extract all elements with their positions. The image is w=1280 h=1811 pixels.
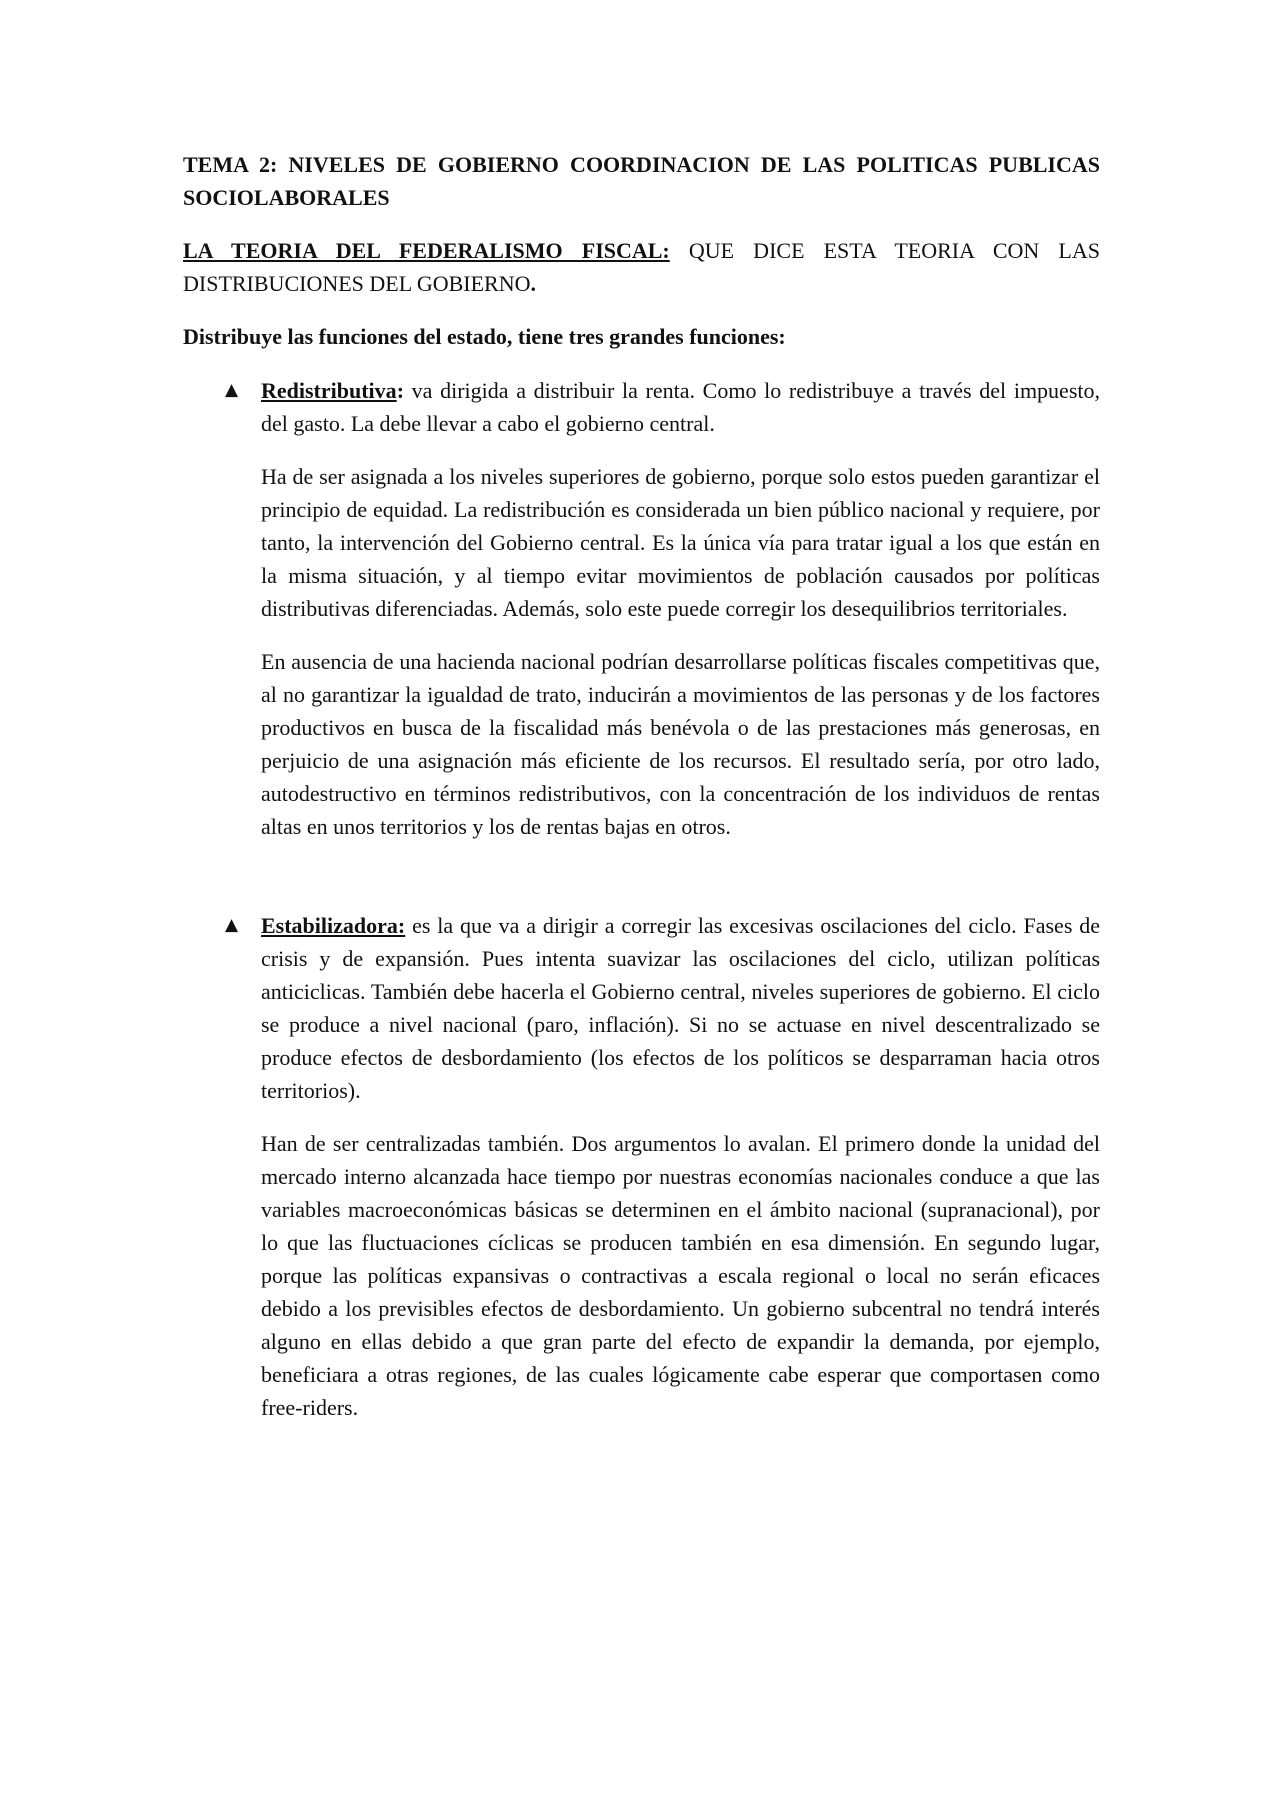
item-lead-text: es la que va a dirigir a corregir las excesivas oscilaciones del ciclo. Fases de crisis y de expansión. Pues intenta suavizar las oscilaciones del ciclo, utilizan políticas anticiclicas. También debe hacerla el Gobierno central, niveles superiores de gobierno. El ciclo se produce a nivel nacional (paro, inflación). Si no se actuase en nivel descentralizado se produce efectos de desbordamiento (los efectos de los políticos se desparraman hacia otros territorios). [261, 913, 1100, 1103]
intro-line: Distribuye las funciones del estado, tiene tres grandes funciones: [183, 324, 786, 349]
triangle-bullet-icon: ▲ [225, 380, 239, 400]
item-lead-paragraph [261, 909, 1100, 1107]
item-paragraph: Ha de ser asignada a los niveles superiores de gobierno, porque solo estos pueden garantizar el principio de equidad. La redistribución es considerada un bien público nacional y requiere, por tanto, la intervención del Gobierno central. Es la única vía para tratar igual a los que están en la misma situación, y al tiempo evitar movimientos de población causados por políticas distributivas diferenciadas. Además, solo este puede corregir los desequilibrios territoriales. [261, 464, 1100, 621]
item-lead-text: va dirigida a distribuir la renta. Como lo redistribuye a través del impuesto, del gasto. La debe llevar a cabo el gobierno central. [261, 378, 1100, 436]
document-title: TEMA 2: NIVELES DE GOBIERNO COORDINACION DE LAS POLITICAS PUBLICAS SOCIOLABORALES [183, 152, 1100, 210]
section-heading-lead: LA TEORIA DEL FEDERALISMO FISCAL: [183, 238, 670, 263]
section-heading-period: . [530, 271, 537, 296]
blank-space [183, 863, 1100, 909]
section-heading-text: QUE DICE ESTA TEORIA CON LAS DISTRIBUCIONES DEL GOBIERNO [183, 238, 1100, 296]
item-paragraph: En ausencia de una hacienda nacional podrían desarrollarse políticas fiscales competitivas que, al no garantizar la igualdad de trato, inducirán a movimientos de las personas y de los factores productivos en busca de la fiscalidad más benévola o de las prestaciones más generosas, en perjuicio de una asignación más eficiente de los recursos. El resultado sería, por otro lado, autodestructivo en términos redistributivos, con la concentración de los individuos de rentas altas en unos territorios y los de rentas bajas en otros. [261, 649, 1100, 839]
item-term-colon: : [396, 378, 405, 403]
list-item-estabilizadora [183, 909, 1100, 1424]
item-paragraph: Han de ser centralizadas también. Dos argumentos lo avalan. El primero donde la unidad del mercado interno alcanzada hace tiempo por nuestras economías nacionales conduce a que las variables macroeconómicas básicas se determinen en el ámbito nacional (supranacional), por lo que las fluctuaciones cíclicas se producen también en esa dimensión. En segundo lugar, porque las políticas expansivas o contractivas a escala regional o local no serán eficaces debido a los previsibles efectos de desbordamiento. Un gobierno subcentral no tendrá interés alguno en ellas debido a que gran parte del efecto de expandir la demanda, por ejemplo, beneficiara a otras regiones, de las cuales lógicamente cabe esperar que comportasen como free-riders. [261, 1131, 1100, 1420]
triangle-bullet-icon: ▲ [225, 915, 239, 935]
item-term: Estabilizadora: [261, 913, 406, 938]
document-page [183, 148, 1100, 1444]
list-item-redistributiva [183, 374, 1100, 843]
item-lead-paragraph [261, 374, 1100, 440]
section-heading [183, 234, 1100, 300]
item-term: Redistributiva [261, 378, 397, 403]
